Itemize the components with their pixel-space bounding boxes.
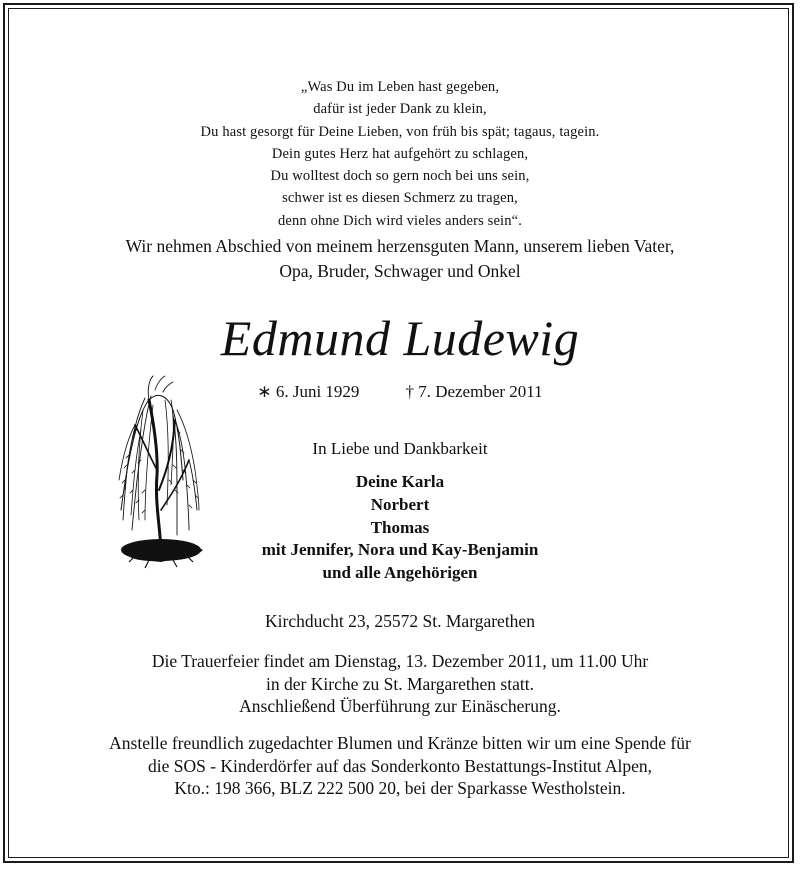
memorial-poem (20, 76, 780, 232)
family-line: Deine Karla (355, 472, 445, 491)
family-line: und alle Angehörigen (322, 563, 478, 583)
donation-line: die SOS - Kinderdörfer auf das Sonderkonto Bestattungs-Institut Alpen, (147, 755, 653, 776)
family-signatures (20, 471, 780, 585)
poem-line: Du wolltest doch so gern noch bei uns sein, (270, 168, 530, 185)
family-line: Norbert (370, 494, 430, 514)
poem-line: schwer ist es diesen Schmerz zu tragen, (282, 190, 518, 207)
funeral-service-info (20, 650, 780, 718)
donation-request (20, 732, 780, 800)
farewell-intro (20, 234, 780, 284)
family-line: Thomas (370, 517, 430, 537)
service-line: Anschließend Überführung zur Einäscherung. (239, 696, 561, 716)
poem-line: Dein gutes Herz hat aufgehört zu schlagen, (271, 145, 529, 162)
poem-line: dafür ist jeder Dank zu klein, (313, 101, 487, 118)
donation-line: Anstelle freundlich zugedachter Blumen und Kränze bitten wir um eine Spende für (109, 733, 691, 753)
service-line: in der Kirche zu St. Margarethen statt. (266, 673, 534, 694)
death-date: † 7. Dezember 2011 (405, 382, 543, 401)
family-address: Kirchducht 23, 25572 St. Margarethen (265, 611, 535, 631)
donation-line: Kto.: 198 366, BLZ 222 500 20, bei der Sparkasse Westholstein. (174, 778, 626, 798)
intro-line: Wir nehmen Abschied von meinem herzensguten Mann, unserem lieben Vater, (125, 236, 675, 256)
poem-line: „Was Du im Leben hast gegeben, (300, 79, 500, 95)
poem-line: denn ohne Dich wird vieles anders sein“. (278, 212, 522, 229)
deceased-name: Edmund Ludewig (220, 310, 580, 366)
closing-phrase: In Liebe und Dankbarkeit (312, 439, 488, 458)
intro-line: Opa, Bruder, Schwager und Onkel (279, 261, 521, 281)
service-line: Die Trauerfeier findet am Dienstag, 13. Dezember 2011, um 11.00 Uhr (151, 651, 649, 671)
birth-date: ∗ 6. Juni 1929 (257, 382, 360, 401)
family-line: mit Jennifer, Nora und Kay-Benjamin (261, 540, 539, 560)
poem-line: Du hast gesorgt für Deine Lieben, von früh bis spät; tagaus, tagein. (200, 123, 600, 140)
